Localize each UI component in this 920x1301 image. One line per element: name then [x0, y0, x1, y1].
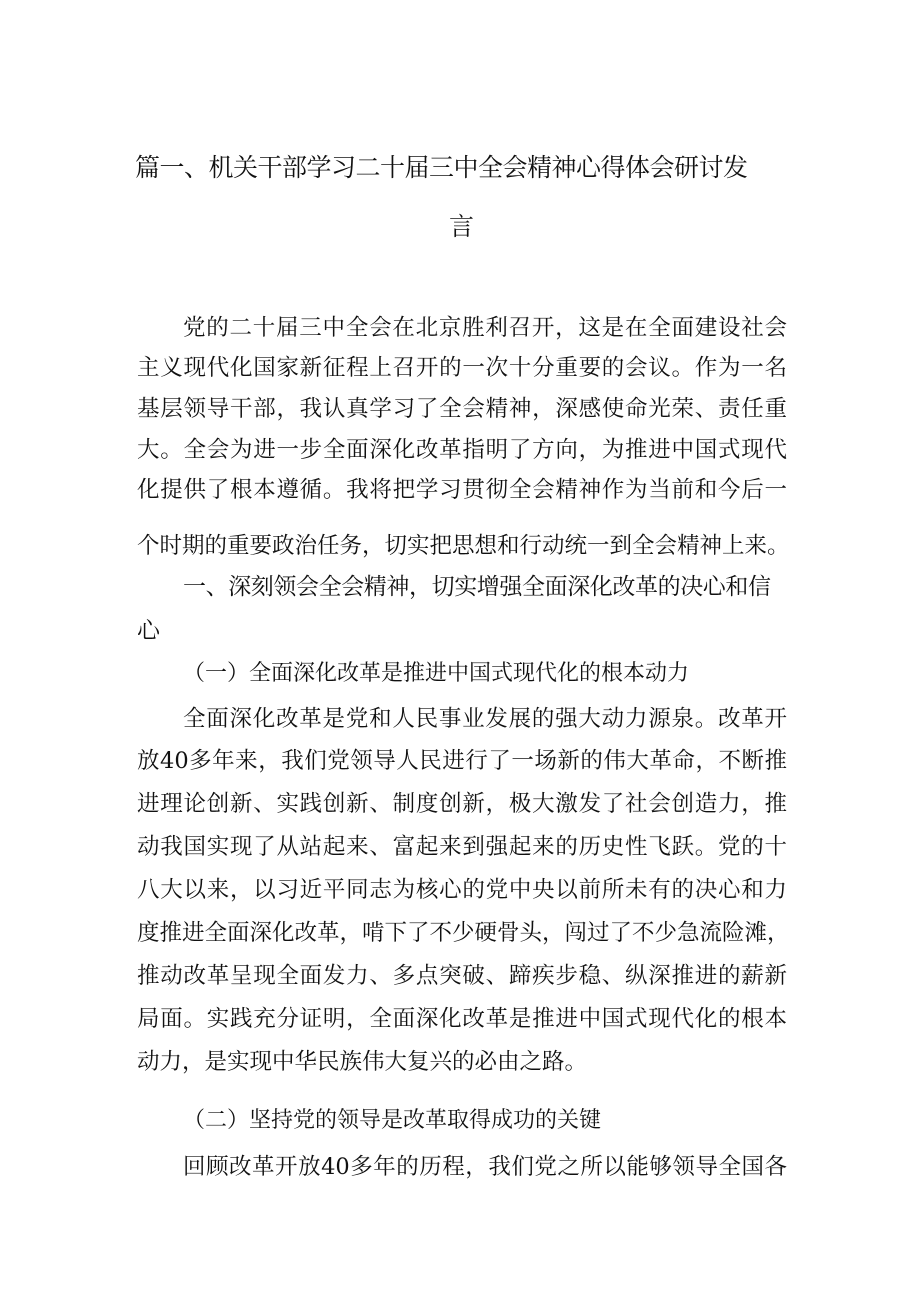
subsection-1-paragraph-line: 放40多年来，我们党领导人民进行了一场新的伟大革命，不断推: [137, 748, 787, 774]
subsection-1-paragraph-line: 动我国实现了从站起来、富起来到强起来的历史性飞跃。党的十: [137, 834, 787, 860]
section-1-heading-line-1: 一、深刻领会全会精神，切实增强全面深化改革的决心和信: [183, 574, 771, 600]
subsection-1-paragraph-line: 推动改革呈现全面发力、多点突破、蹄疾步稳、纵深推进的薪新: [137, 963, 787, 989]
document-title-line-2: 言: [449, 212, 474, 241]
subsection-1-paragraph-line: 度推进全面深化改革，啃下了不少硬骨头，闯过了不少急流险滩，: [137, 920, 790, 946]
intro-paragraph-line: 主义现代化国家新征程上召开的一次十分重要的会议。作为一名: [137, 355, 787, 381]
subsection-1-paragraph-line: 动力，是实现中华民族伟大复兴的必由之路。: [137, 1049, 588, 1075]
section-1-heading-line-2: 心: [137, 618, 160, 644]
intro-paragraph-line: 党的二十届三中全会在北京胜利召开，这是在全面建设社会: [183, 315, 787, 341]
document-title-line-1: 篇一、机关干部学习二十届三中全会精神心得体会研讨发: [135, 153, 748, 182]
intro-paragraph-line: 大。全会为进一步全面深化改革指明了方向，为推进中国式现代: [137, 437, 787, 463]
subsection-2-paragraph-line: 回顾改革开放40多年的历程，我们党之所以能够领导全国各: [183, 1154, 787, 1180]
subsection-1-heading: （一）全面深化改革是推进中国式现代化的根本动力: [183, 661, 690, 686]
intro-paragraph-line: 基层领导干部，我认真学习了全会精神，深感使命光荣、责任重: [137, 396, 787, 422]
subsection-1-paragraph-line: 局面。实践充分证明，全面深化改革是推进中国式现代化的根本: [137, 1006, 787, 1032]
subsection-1-paragraph-line: 全面深化改革是党和人民事业发展的强大动力源泉。改革开: [183, 706, 787, 732]
intro-paragraph-line: 个时期的重要政治任务，切实把思想和行动统一到全会精神上来。: [137, 533, 790, 559]
subsection-1-paragraph-line: 进理论创新、实践创新、制度创新，极大激发了社会创造力，推: [137, 791, 787, 817]
subsection-1-paragraph-line: 八大以来，以习近平同志为核心的党中央以前所未有的决心和力: [137, 877, 787, 903]
intro-paragraph-line: 化提供了根本遵循。我将把学习贯彻全会精神作为当前和今后一: [137, 477, 787, 503]
subsection-2-heading: （二）坚持党的领导是改革取得成功的关键: [183, 1108, 602, 1133]
